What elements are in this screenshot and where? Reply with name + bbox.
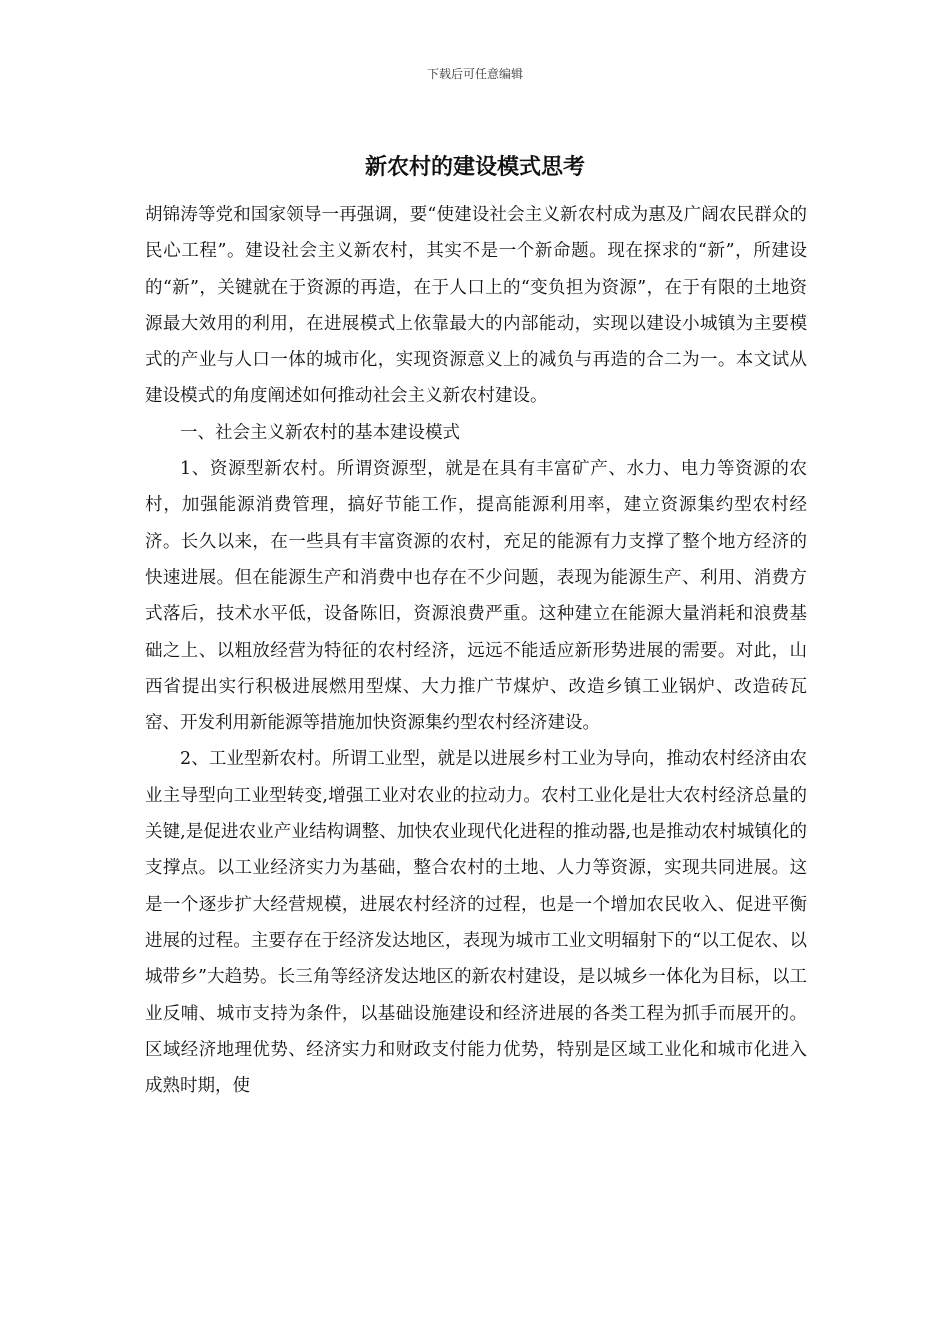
paragraph-resource-type: 1、资源型新农村。所谓资源型，就是在具有丰富矿产、水力、电力等资源的农村，加强能源消费管理，搞好节能工作，提高能源利用率，建立资源集约型农村经济。长久以来，在一些具有丰富资源的农村，充足的能源有力支撑了整个地方经济的快速进展。但在能源生产和消费中也存在不少问题，表现为能源生产、利用、消费方式落后，技术水平低，设备陈旧，资源浪费严重。这种建立在能源大量消耗和浪费基础之上、以粗放经营为特征的农村经济，远远不能适应新形势进展的需要。对此，山西省提出实行积极进展燃用型煤、大力推广节煤炉、改造乡镇工业锅炉、改造砖瓦窑、开发利用新能源等措施加快资源集约型农村经济建设。	[145, 459, 807, 734]
paragraph-industrial-type: 2、工业型新农村。所谓工业型，就是以进展乡村工业为导向，推动农村经济由农业主导型向工业型转变,增强工业对农业的拉动力。农村工业化是壮大农村经济总量的关键,是促进农业产业结构调整、加快农业现代化进程的推动器,也是推动农村城镇化的支撑点。以工业经济实力为基础，整合农村的土地、人力等资源，实现共同进展。这是一个逐步扩大经营规模，进展农村经济的过程，也是一个增加农民收入、促进平衡进展的过程。主要存在于经济发达地区，表现为城市工业文明辐射下的“以工促农、以城带乡”大趋势。长三角等经济发达地区的新农村建设，是以城乡一体化为目标，以工业反哺、城市支持为条件，以基础设施建设和经济进展的各类工程为抓手而展开的。区域经济地理优势、经济实力和财政支付能力优势，特别是区域工业化和城市化进入成熟时期，使	[145, 749, 807, 1097]
paragraph-intro: 胡锦涛等党和国家领导一再强调，要“使建设社会主义新农村成为惠及广阔农民群众的民心工程”。建设社会主义新农村，其实不是一个新命题。现在探求的“新”，所建设的“新”，关键就在于资源的再造，在于人口上的“变负担为资源”，在于有限的土地资源最大效用的利用，在进展模式上依靠最大的内部能动，实现以建设小城镇为主要模式的产业与人口一体的城市化，实现资源意义上的减负与再造的合二为一。本文试从建设模式的角度阐述如何推动社会主义新农村建设。	[145, 205, 807, 407]
document-title: 新农村的建设模式思考	[364, 154, 585, 180]
page-header-note: 下载后可任意编辑	[426, 67, 523, 81]
document-body	[145, 197, 807, 1104]
section-heading: 一、社会主义新农村的基本建设模式	[180, 422, 460, 443]
